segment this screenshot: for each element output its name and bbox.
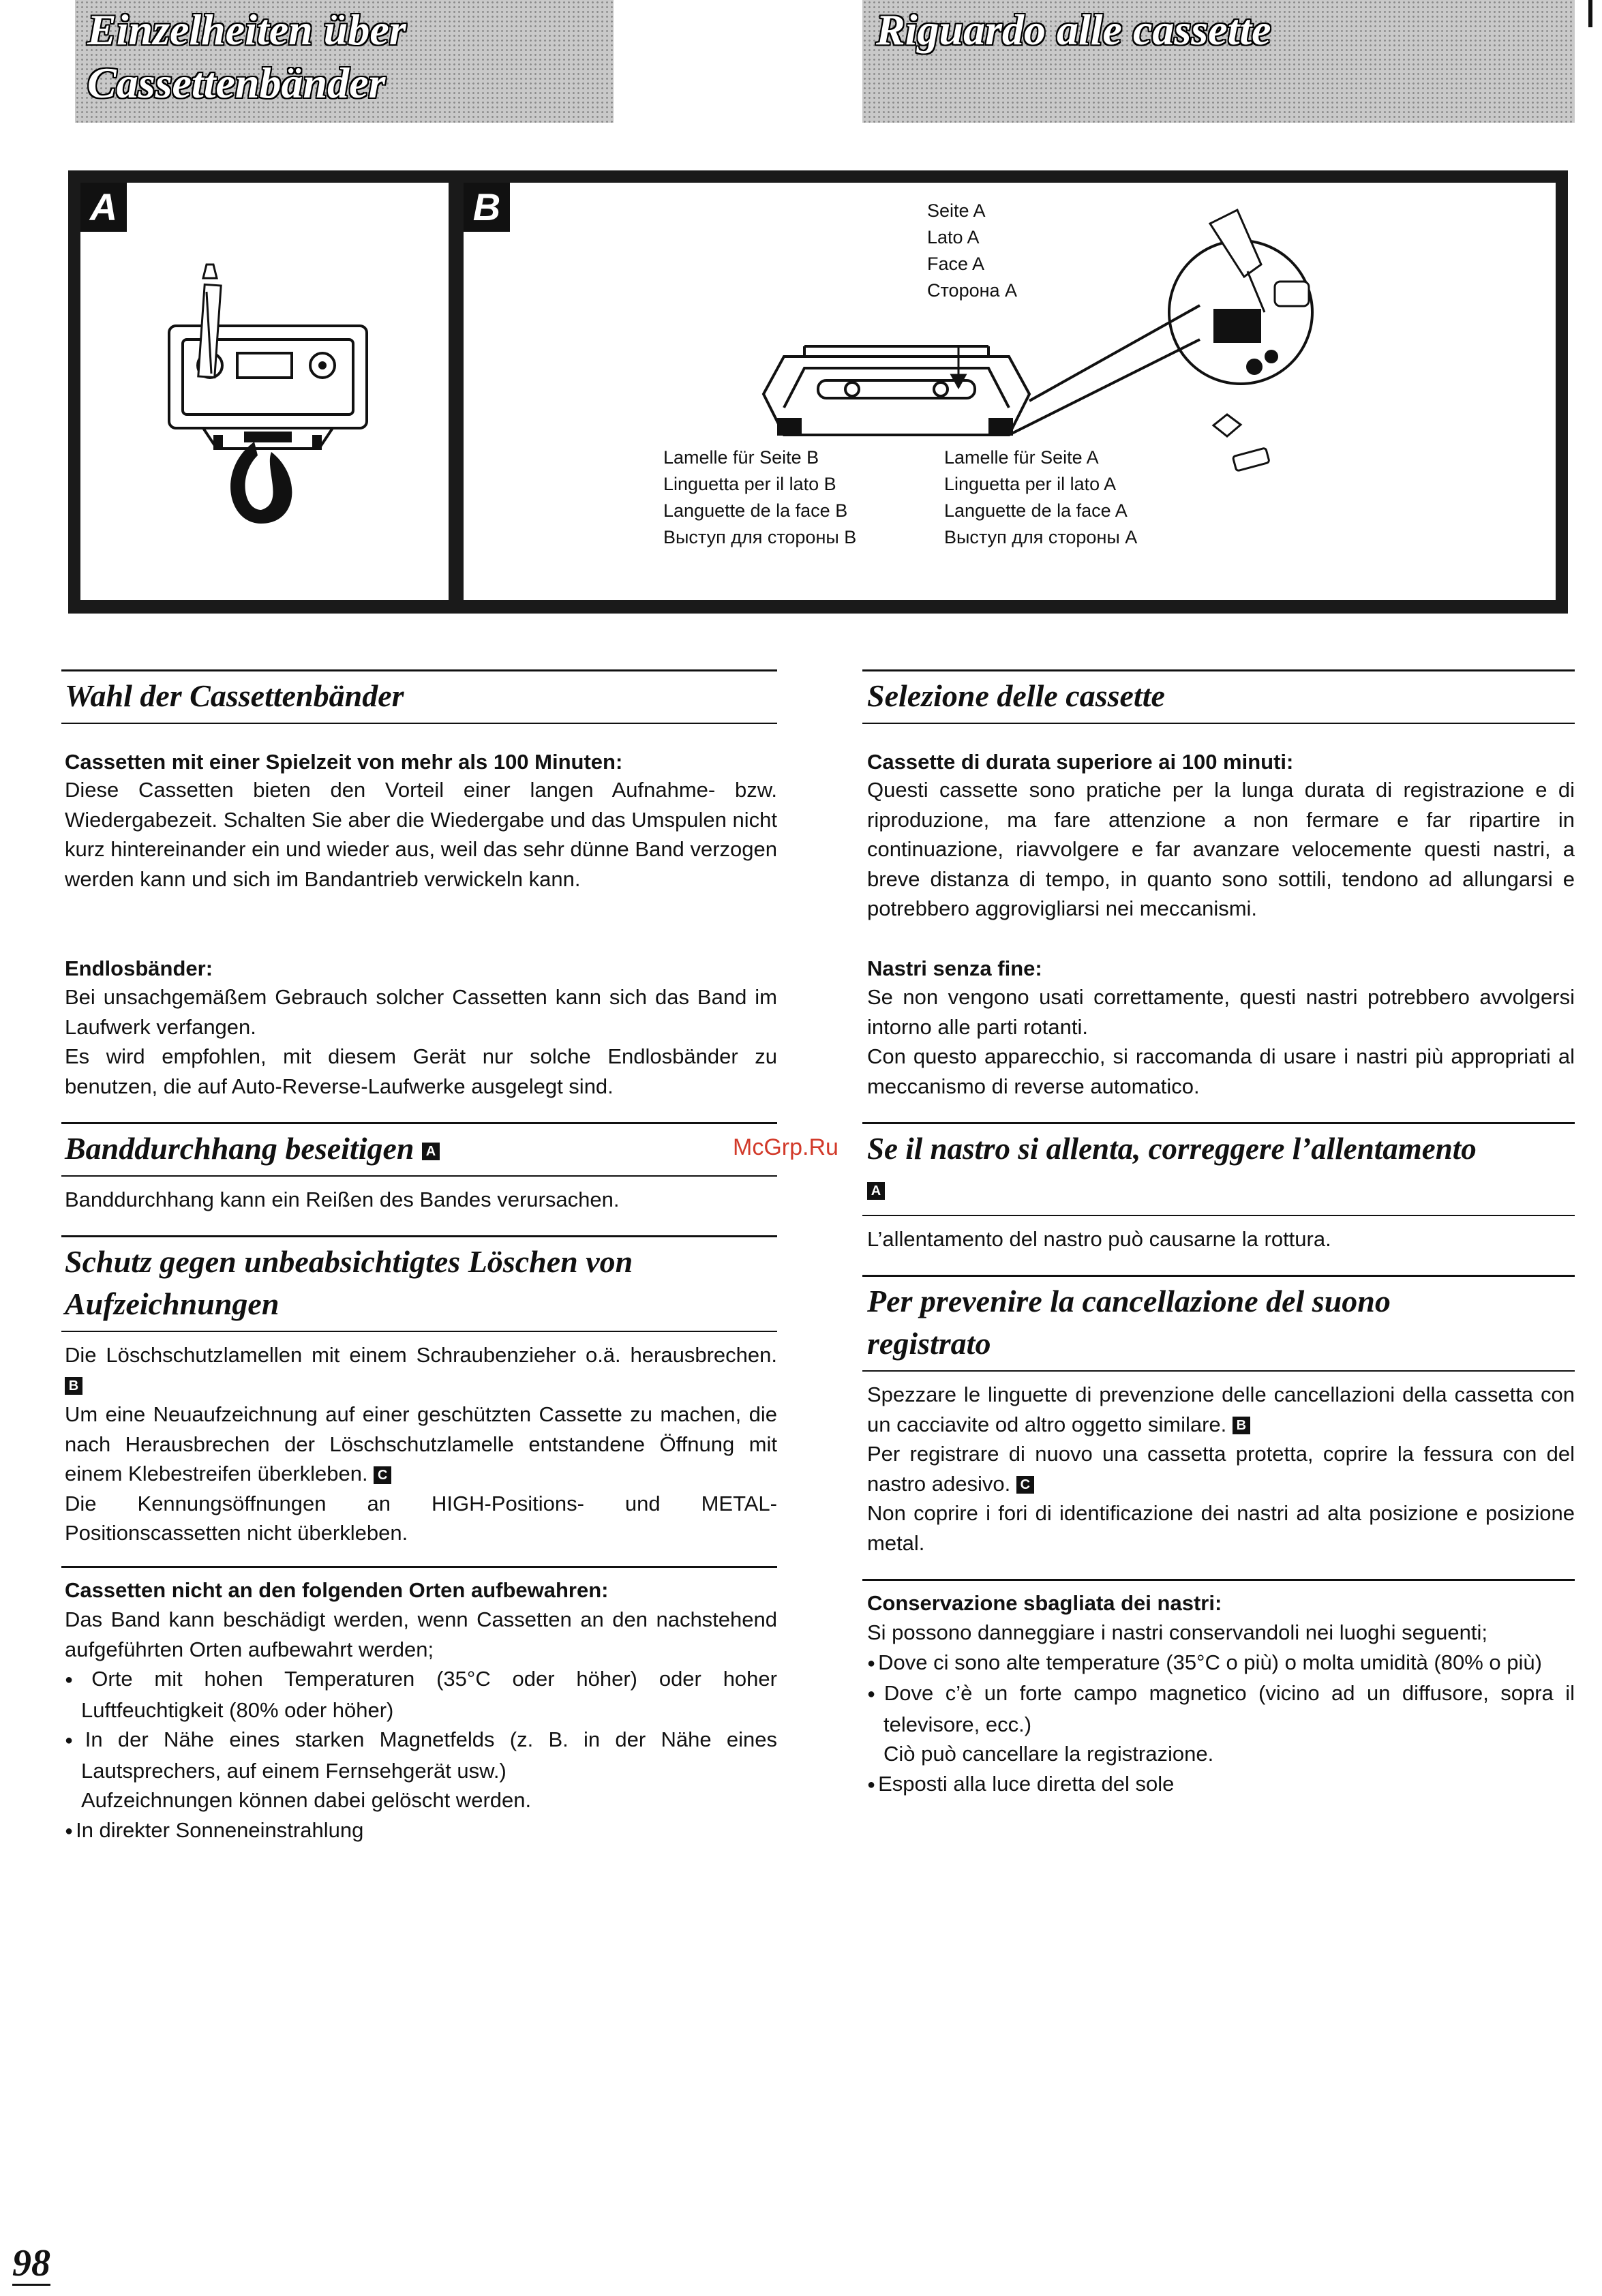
de-s1-paragraph-2: Bei unsachgemäßem Gebrauch solcher Cassetten kann sich das Band im Laufwerk verfangen. bbox=[65, 985, 777, 1039]
de-s1-paragraph-3: Es wird empfohlen, mit diesem Gerät nur solche Endlosbänder zu benutzen, die auf Auto-Reverse-Laufwerke ausgelegt sind. bbox=[65, 1044, 777, 1098]
de-s2-title: Banddurchhang beseitigen bbox=[65, 1131, 414, 1166]
figure-ref-c-badge-it: C bbox=[1016, 1476, 1034, 1494]
it-s3-body bbox=[867, 1380, 1575, 1558]
it-s4-bullet-1-dot bbox=[867, 1650, 878, 1674]
label-tab-a-ru: Выступ для стороны A bbox=[944, 527, 1138, 547]
figure-ref-b-badge: B bbox=[65, 1377, 82, 1395]
it-s1-subheading-2: Nastri senza fine: bbox=[867, 956, 1042, 980]
label-tab-a-fr: Languette de la face A bbox=[944, 500, 1128, 521]
it-s2-title: Se il nastro si allenta, correggere l’allentamento bbox=[867, 1132, 1477, 1166]
de-s2-rule-bottom bbox=[61, 1175, 777, 1177]
de-s4-rule-top bbox=[61, 1566, 777, 1568]
it-s2-rule-bottom bbox=[862, 1215, 1575, 1216]
de-s4-bullet-2 bbox=[65, 1725, 777, 1785]
watermark: McGrp.Ru bbox=[733, 1134, 838, 1160]
header-title-left-line1: Einzelheiten über bbox=[87, 5, 406, 54]
it-s4-rule-top bbox=[862, 1579, 1575, 1581]
de-s3-rule-top bbox=[61, 1235, 777, 1237]
de-s1-title: Wahl der Cassettenbänder bbox=[65, 678, 404, 713]
label-tab-b-fr: Languette de la face B bbox=[663, 500, 848, 521]
it-s1-subheading-1: Cassette di durata superiore ai 100 minuti: bbox=[867, 750, 1294, 774]
de-s4-bullet-1 bbox=[65, 1664, 777, 1725]
de-s4-subheading: Cassetten nicht an den folgenden Orten aufbewahren: bbox=[65, 1578, 609, 1602]
de-s4-bullet-2-note: Aufzeichnungen können dabei gelöscht werden. bbox=[81, 1788, 532, 1813]
it-s3-title-line-1: Per prevenire la cancellazione del suono bbox=[867, 1284, 1391, 1318]
it-s1-rule-bottom bbox=[862, 723, 1575, 724]
it-s4-bullet-3-text: Esposti alla luce diretta del sole bbox=[878, 1771, 1175, 1796]
label-seite-a: Seite A bbox=[927, 200, 986, 221]
de-s1-subheading-2: Endlosbänder: bbox=[65, 956, 213, 980]
label-tab-b-de: Lamelle für Seite B bbox=[663, 447, 819, 468]
label-tab-a-de: Lamelle für Seite A bbox=[944, 447, 1099, 468]
de-s3-rule-bottom bbox=[61, 1331, 777, 1332]
it-s4-paragraph: Si possono danneggiare i nastri conservandoli nei luoghi seguenti; bbox=[867, 1620, 1487, 1644]
label-face-a: Face A bbox=[927, 254, 985, 274]
figure-box bbox=[68, 170, 1568, 614]
it-s1-paragraph-1: Questi cassette sono pratiche per la lunga durata di registrazione e di riproduzione, ma fare attenzione a non fermare e far ripartire in continuazione, riavvolgere e far avanzare velocemente questi nastri, a breve distanza di tempo, in quanto sono sottili, tendono ad allungarsi e potrebbero aggrovigliarsi nei meccanismi. bbox=[867, 778, 1575, 920]
it-s4-bullet-3-dot bbox=[867, 1772, 878, 1796]
it-s4-bullet-2 bbox=[867, 1678, 1575, 1739]
corner-mark bbox=[1588, 0, 1592, 27]
cassette-pencil-illustration bbox=[80, 183, 449, 600]
de-s4-bullet-2-text: In der Nähe eines starken Magnetfelds (z. B. in der Nähe eines Lautsprechers, auf einem Fernsehgerät usw.) bbox=[81, 1727, 777, 1783]
it-s3-paragraph-3: Non coprire i fori di identificazione dei nastri ad alta posizione e posizione metal. bbox=[867, 1501, 1575, 1555]
it-s4-bullet-2-note: Ciò può cancellare la registrazione. bbox=[883, 1742, 1214, 1766]
label-tab-b-it: Linguetta per il lato B bbox=[663, 474, 836, 494]
it-s4-bullet-2-dot bbox=[867, 1681, 884, 1705]
figure-ref-b-badge-it: B bbox=[1233, 1417, 1250, 1434]
it-s4-bullet-2-text: Dove c’è un forte campo magnetico (vicino ad un diffusore, sopra il televisore, ecc.) bbox=[883, 1681, 1575, 1736]
panel-a-tag: A bbox=[80, 183, 127, 232]
header-banner-left bbox=[75, 0, 614, 123]
de-s1-rule-top bbox=[61, 669, 777, 671]
de-s4-bullet-3 bbox=[65, 1815, 777, 1847]
it-s4-bullet-1 bbox=[867, 1648, 1575, 1679]
header-banner-right bbox=[862, 0, 1575, 123]
figure-panel-a bbox=[80, 183, 449, 600]
de-s1-subheading-1: Cassetten mit einer Spielzeit von mehr als 100 Minuten: bbox=[65, 750, 623, 774]
it-s4-subheading: Conservazione sbagliata dei nastri: bbox=[867, 1591, 1222, 1615]
label-lato-a: Lato A bbox=[927, 227, 980, 247]
label-tab-b-ru: Выступ для стороны B bbox=[663, 527, 857, 547]
de-s4-bullet-2-dot bbox=[65, 1727, 85, 1751]
figure-ref-c-badge: C bbox=[374, 1466, 391, 1484]
header-title-right: Riguardo alle cassette bbox=[876, 5, 1271, 54]
figure-panel-b bbox=[464, 183, 1556, 600]
label-tab-a-it: Linguetta per il lato A bbox=[944, 474, 1117, 494]
it-s3-paragraph-1: Spezzare le linguette di prevenzione delle cancellazioni della cassetta con un cacciavite od altro oggetto similare. bbox=[867, 1383, 1575, 1436]
de-s3-title-line-1: Schutz gegen unbeabsichtigtes Löschen von bbox=[65, 1244, 633, 1279]
it-s4-bullet-1-text: Dove ci sono alte temperature (35°C o più) o molta umidità (80% o più) bbox=[878, 1650, 1542, 1674]
it-s2-paragraph: L’allentamento del nastro può causarne la rottura. bbox=[867, 1227, 1331, 1251]
de-s4-bullet-1-text: Orte mit hohen Temperaturen (35°C oder höher) oder hoher Luftfeuchtigkeit (80% oder höher) bbox=[81, 1667, 777, 1722]
it-s1-paragraph-2: Se non vengono usati correttamente, questi nastri potrebbero avvolgersi intorno alle parti rotanti. bbox=[867, 985, 1575, 1039]
figure-ref-a-badge-it: A bbox=[867, 1182, 885, 1200]
de-s2-rule-top bbox=[61, 1122, 777, 1124]
de-s4-bullet-1-dot bbox=[65, 1667, 91, 1691]
it-s4-body bbox=[867, 1618, 1575, 1800]
de-s1-rule-bottom bbox=[61, 723, 777, 724]
de-s3-paragraph-1: Die Löschschutzlamellen mit einem Schraubenzieher o.ä. herausbrechen. bbox=[65, 1343, 777, 1367]
page-number: 98 bbox=[12, 2242, 50, 2284]
it-s3-rule-bottom bbox=[862, 1370, 1575, 1372]
it-s4-bullet-3 bbox=[867, 1769, 1575, 1800]
de-s3-paragraph-3: Die Kennungsöffnungen an HIGH-Positions- und METAL-Positionscassetten nicht überkleben. bbox=[65, 1491, 777, 1545]
de-s3-body bbox=[65, 1340, 777, 1548]
de-s2-title-row bbox=[65, 1128, 440, 1170]
de-s3-title-line-2: Aufzeichnungen bbox=[65, 1286, 279, 1321]
de-s4-bullet-3-dot bbox=[65, 1818, 76, 1842]
it-s1-rule-top bbox=[862, 669, 1575, 671]
label-storona-a: Сторона A bbox=[927, 280, 1018, 301]
it-s3-rule-top bbox=[862, 1275, 1575, 1277]
it-s1-paragraph-3: Con questo apparecchio, si raccomanda di usare i nastri più appropriati al meccanismo di reverse automatico. bbox=[867, 1044, 1575, 1098]
de-s4-bullet-3-text: In direkter Sonneneinstrahlung bbox=[76, 1817, 364, 1842]
de-s2-paragraph: Banddurchhang kann ein Reißen des Bandes verursachen. bbox=[65, 1188, 620, 1211]
header-title-left-line2: Cassettenbänder bbox=[87, 59, 386, 107]
it-s1-title: Selezione delle cassette bbox=[867, 678, 1165, 713]
it-s2-rule-top bbox=[862, 1122, 1575, 1124]
de-s4-body bbox=[65, 1605, 777, 1846]
de-s1-paragraph-1: Diese Cassetten bieten den Vorteil einer langen Aufnahme- bzw. Wiedergabezeit. Schalten Sie aber die Wiedergabe und das Umspulen nicht kurz hintereinander ein und wieder aus, weil das sehr dünne Band verzogen werden kann und sich im Bandantrieb verwickeln kann. bbox=[65, 778, 777, 891]
it-s3-paragraph-2: Per registrare di nuovo una cassetta protetta, coprire la fessura con del nastro adesivo. bbox=[867, 1442, 1575, 1496]
de-s3-paragraph-2: Um eine Neuaufzeichnung auf einer geschützten Cassette zu machen, die nach Herausbrechen der Löschschutzlamelle entstandene Öffnung mit einem Klebestreifen überkleben. bbox=[65, 1402, 777, 1485]
de-s4-paragraph: Das Band kann beschädigt werden, wenn Cassetten an den nachstehend aufgeführten Orten aufbewahrt werden; bbox=[65, 1607, 777, 1661]
panel-b-tag: B bbox=[464, 183, 510, 232]
figure-ref-a-badge: A bbox=[422, 1143, 440, 1160]
it-s3-title-line-2: registrato bbox=[867, 1326, 991, 1361]
